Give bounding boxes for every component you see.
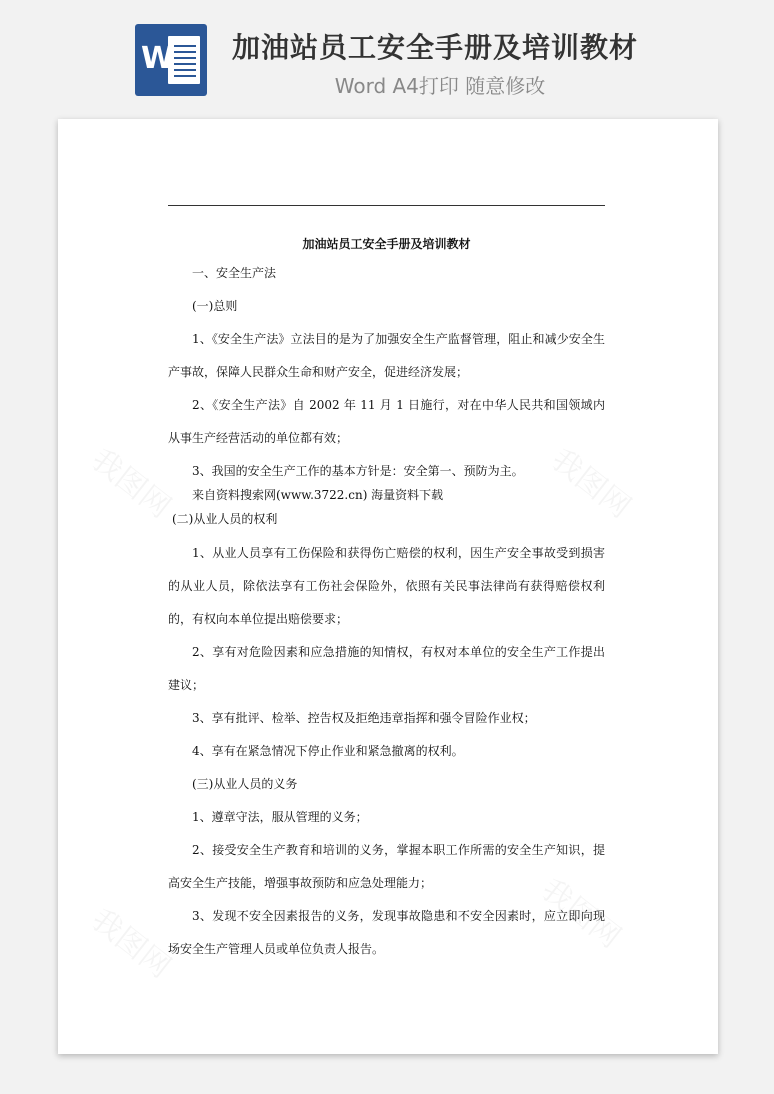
word-icon <box>135 24 207 96</box>
paragraph: 2、《安全生产法》自 2002 年 11 月 1 日施行，对在中华人民共和国领域内从事生产经营活动的单位都有效； <box>168 398 605 445</box>
subsection-heading: (一)总则 <box>192 299 238 313</box>
paragraph: 1、遵章守法，服从管理的义务； <box>192 810 368 824</box>
word-letter: W <box>141 41 175 76</box>
paragraph: 2、享有对危险因素和应急措施的知情权，有权对本单位的安全生产工作提出建议； <box>168 645 605 692</box>
banner <box>0 0 774 110</box>
paragraph: 2、接受安全生产教育和培训的义务，掌握本职工作所需的安全生产知识，提高安全生产技能，增强事故预防和应急处理能力； <box>168 843 605 890</box>
paragraph: 3、我国的安全生产工作的基本方针是：安全第一、预防为主。 <box>192 464 524 478</box>
paragraph: 1、《安全生产法》立法目的是为了加强安全生产监督管理，阻止和减少安全生产事故，保障人民群众生命和财产安全，促进经济发展； <box>168 332 605 379</box>
document-body <box>168 231 605 966</box>
banner-subtitle: Word A4打印 随意修改 <box>334 74 546 98</box>
subsection-heading: (三)从业人员的义务 <box>192 777 298 791</box>
source-note: 来自资料搜索网(www.3722.cn) 海量资料下载 <box>192 488 444 502</box>
paragraph: 4、享有在紧急情况下停止作业和紧急撤离的权利。 <box>192 744 464 758</box>
header-rule <box>168 205 605 206</box>
section-heading: 一、安全生产法 <box>192 266 277 280</box>
subsection-heading: (二)从业人员的权利 <box>172 512 278 526</box>
paragraph: 3、发现不安全因素报告的义务，发现事故隐患和不安全因素时，应立即向现场安全生产管理人员或单位负责人报告。 <box>168 909 605 956</box>
paragraph: 3、享有批评、检举、控告权及拒绝违章指挥和强令冒险作业权； <box>192 711 536 725</box>
document-page <box>58 119 718 1054</box>
paragraph: 1、从业人员享有工伤保险和获得伤亡赔偿的权利，因生产安全事故受到损害的从业人员，除依法享有工伤社会保险外，依照有关民事法律尚有获得赔偿权利的，有权向本单位提出赔偿要求； <box>168 546 605 626</box>
document-title: 加油站员工安全手册及培训教材 <box>302 237 471 251</box>
banner-title: 加油站员工安全手册及培训教材 <box>232 31 639 64</box>
